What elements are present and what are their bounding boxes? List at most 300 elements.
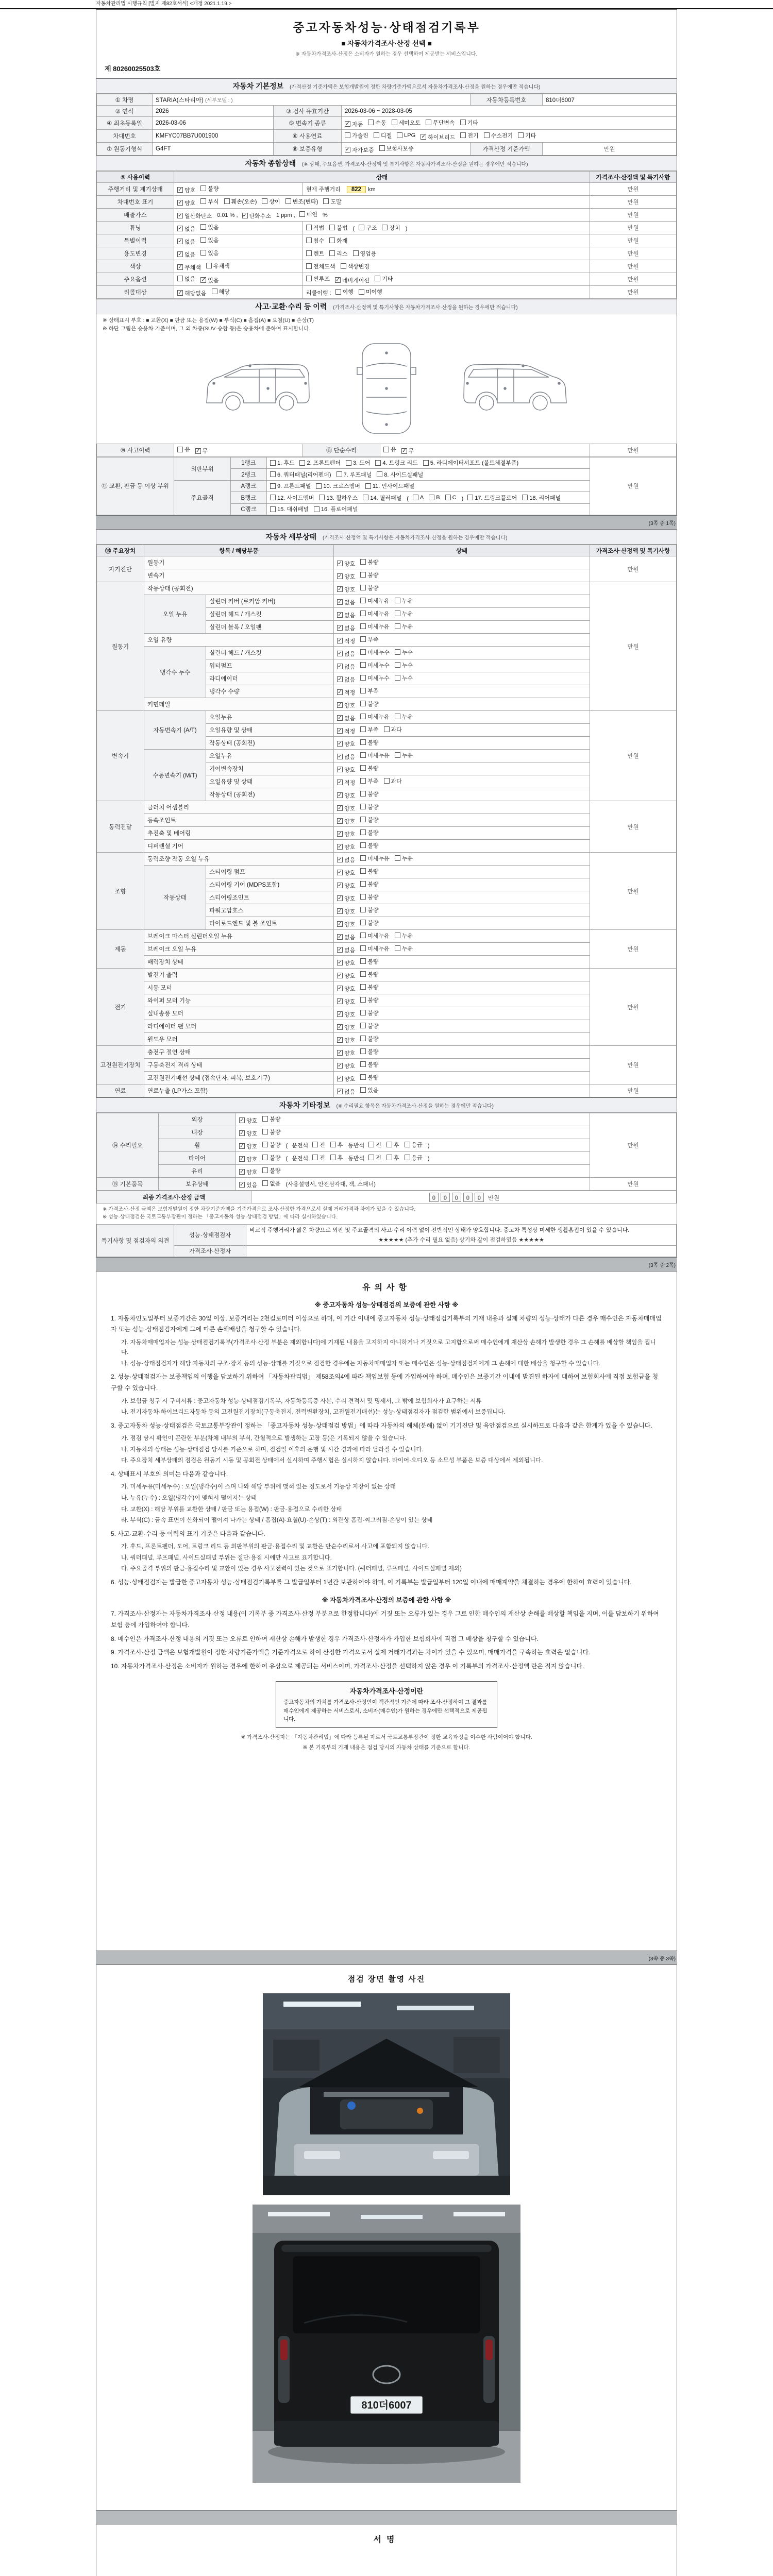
checkbox[interactable]: ✓ <box>421 134 426 140</box>
checkbox[interactable] <box>368 1142 374 1147</box>
checkbox-option <box>377 470 423 479</box>
checkbox[interactable] <box>360 920 366 925</box>
checkbox-label: 6. 쿼터패널(리어펜더) <box>277 471 331 478</box>
checkbox-label: 없음 <box>344 715 356 722</box>
checkbox[interactable] <box>375 276 380 281</box>
detail-row <box>97 969 677 981</box>
checkbox[interactable] <box>383 447 389 452</box>
checkbox[interactable] <box>429 495 434 500</box>
checkbox[interactable] <box>395 752 400 758</box>
checkbox[interactable] <box>360 868 366 874</box>
checkbox[interactable]: ✓ <box>338 986 342 991</box>
checkbox[interactable]: ✓ <box>338 883 342 888</box>
checkbox[interactable]: ✓ <box>338 818 342 824</box>
checkbox[interactable] <box>353 250 359 256</box>
checkbox[interactable]: ✓ <box>178 251 182 257</box>
reg-no-value: 810더6007 <box>543 94 677 106</box>
checkbox[interactable] <box>270 460 276 466</box>
checkbox[interactable]: ✓ <box>338 715 342 721</box>
checkbox-option <box>285 197 318 206</box>
checkbox[interactable]: ✓ <box>338 857 342 862</box>
checkbox-label: 없음 <box>344 754 356 760</box>
checkbox[interactable] <box>270 506 276 512</box>
checkbox-option <box>401 447 414 455</box>
checkbox[interactable] <box>360 933 366 938</box>
checkbox[interactable] <box>395 675 400 681</box>
checkbox[interactable] <box>330 1155 336 1160</box>
checkbox[interactable]: ✓ <box>401 448 407 454</box>
checkbox[interactable]: ✓ <box>338 805 342 811</box>
checkbox[interactable]: ✓ <box>240 1130 244 1136</box>
checkbox[interactable]: ✓ <box>345 147 350 152</box>
checkbox-label: 불량 <box>367 984 379 991</box>
checkbox[interactable] <box>379 145 385 151</box>
checkbox[interactable] <box>200 224 206 230</box>
checkbox[interactable] <box>360 726 366 732</box>
checkbox[interactable] <box>360 778 366 784</box>
checkbox[interactable] <box>374 132 379 138</box>
checkbox[interactable] <box>395 855 400 861</box>
checkbox[interactable] <box>360 598 366 603</box>
checkbox[interactable] <box>306 276 312 281</box>
checkbox[interactable]: ✓ <box>242 213 247 218</box>
checkbox[interactable] <box>329 238 335 243</box>
checkbox[interactable] <box>359 289 364 295</box>
checkbox[interactable] <box>177 447 183 452</box>
checkbox[interactable] <box>200 250 206 256</box>
accident-legend <box>96 314 677 334</box>
detail-row <box>97 827 677 840</box>
checkbox[interactable]: ✓ <box>338 651 342 656</box>
overall-item-label: 색상 <box>97 260 174 273</box>
checkbox[interactable]: ✓ <box>178 290 182 296</box>
checkbox[interactable] <box>306 263 312 269</box>
etc-item-label: 휠 <box>159 1139 236 1152</box>
checkbox[interactable]: ✓ <box>338 947 342 953</box>
checkbox[interactable] <box>397 132 402 138</box>
checkbox[interactable]: ✓ <box>338 689 342 695</box>
checkbox[interactable] <box>360 817 366 822</box>
checkbox[interactable] <box>312 1155 318 1160</box>
checkbox[interactable] <box>360 945 366 951</box>
checkbox[interactable] <box>262 1142 268 1147</box>
checkbox[interactable] <box>200 198 206 204</box>
checkbox[interactable] <box>306 238 312 243</box>
detail-col-item: 항목 / 해당부품 <box>144 545 334 556</box>
checkbox[interactable] <box>316 483 322 489</box>
checkbox[interactable]: ✓ <box>338 844 342 850</box>
checkbox[interactable] <box>384 726 390 732</box>
checkbox-option <box>330 1154 343 1162</box>
checkbox[interactable]: ✓ <box>338 625 342 631</box>
checkbox[interactable] <box>405 1155 410 1160</box>
checkbox[interactable]: ✓ <box>240 1169 244 1175</box>
checkbox[interactable]: ✓ <box>338 767 342 772</box>
checkbox[interactable]: ✓ <box>178 226 182 231</box>
price-digit: 0 <box>463 1193 473 1202</box>
checkbox[interactable]: ✓ <box>338 998 342 1004</box>
checkbox[interactable]: ✓ <box>345 121 350 127</box>
checkbox[interactable] <box>377 471 382 477</box>
checkbox-option <box>360 687 378 695</box>
checkbox[interactable] <box>177 276 183 281</box>
checkbox[interactable] <box>386 1142 392 1147</box>
checkbox[interactable]: ✓ <box>338 870 342 875</box>
checkbox[interactable] <box>200 185 206 191</box>
checkbox[interactable] <box>360 559 366 565</box>
checkbox[interactable] <box>360 855 366 861</box>
checkbox[interactable]: ✓ <box>338 754 342 759</box>
detail-status-cell <box>334 647 590 659</box>
checkbox[interactable] <box>368 1155 374 1160</box>
checkbox[interactable]: ✓ <box>338 586 342 592</box>
checkbox[interactable] <box>360 1048 366 1054</box>
overall-status-cell <box>174 273 303 286</box>
checkbox-label: 없음 <box>344 857 356 863</box>
checkbox[interactable] <box>262 198 267 204</box>
checkbox[interactable] <box>384 778 390 784</box>
checkbox[interactable]: ✓ <box>338 599 342 605</box>
checkbox[interactable]: ✓ <box>240 1143 244 1149</box>
checkbox[interactable] <box>206 263 212 268</box>
detail-item-label: 실린더 블록 / 오일팬 <box>206 621 334 634</box>
detail-row <box>97 1020 677 1033</box>
remarks-appraiser-comment <box>246 1245 677 1257</box>
checkbox-option <box>337 572 355 581</box>
checkbox[interactable]: ✓ <box>178 213 182 218</box>
checkbox-label: 불량 <box>367 585 379 591</box>
inline-text: 동반석 <box>348 1156 365 1162</box>
checkbox[interactable] <box>360 1023 366 1028</box>
checkbox[interactable] <box>360 636 366 642</box>
checkbox[interactable] <box>360 1036 366 1041</box>
detail-item-label: 스티어링조인트 <box>206 891 334 904</box>
checkbox-label: C <box>452 494 457 501</box>
checkbox[interactable] <box>360 765 366 771</box>
checkbox[interactable]: ✓ <box>338 741 342 747</box>
detail-item-label: 실린더 헤드 / 개스킷 <box>206 608 334 621</box>
checkbox[interactable] <box>285 198 291 204</box>
checkbox[interactable] <box>360 984 366 990</box>
detail-item-label: 타이로드엔드 및 볼 조인트 <box>206 917 334 930</box>
checkbox[interactable]: ✓ <box>338 908 342 914</box>
overall-col-item: ⑨ 사용이력 <box>97 172 174 183</box>
checkbox[interactable]: ✓ <box>335 277 340 283</box>
detail-item-label: 충전구 절연 상태 <box>144 1046 334 1059</box>
checkbox[interactable] <box>341 263 346 269</box>
overall-status-cell <box>174 234 303 247</box>
checkbox-option <box>337 830 355 838</box>
checkbox[interactable] <box>270 495 276 500</box>
checkbox-label: 부족 <box>367 688 379 694</box>
checkbox[interactable] <box>360 894 366 900</box>
detail-status-cell <box>334 724 590 737</box>
checkbox[interactable] <box>360 714 366 719</box>
checkbox-label: 없음 <box>344 625 356 632</box>
overall-item-label: 주요옵션 <box>97 273 174 286</box>
checkbox[interactable] <box>368 120 374 125</box>
checkbox-option <box>177 445 190 453</box>
checkbox[interactable]: ✓ <box>201 277 206 283</box>
checkbox-option <box>360 828 378 837</box>
checkbox[interactable] <box>323 198 329 204</box>
checkbox[interactable] <box>299 460 305 466</box>
checkbox-label: 불량 <box>367 739 379 746</box>
checkbox-label: 부족 <box>367 726 379 733</box>
checkbox[interactable] <box>262 1180 268 1186</box>
checkbox[interactable] <box>360 662 366 668</box>
checkbox[interactable] <box>392 120 397 125</box>
checkbox[interactable] <box>330 1142 336 1147</box>
table-row <box>97 94 677 106</box>
checkbox[interactable] <box>360 881 366 887</box>
checkbox[interactable] <box>360 791 366 796</box>
checkbox[interactable] <box>360 1074 366 1080</box>
checkbox-option <box>382 224 400 232</box>
checkbox[interactable]: ✓ <box>338 1037 342 1043</box>
detail-col-price: 가격조사·산정액 및 특기사항 <box>590 545 677 556</box>
checkbox[interactable] <box>314 506 320 512</box>
checkbox[interactable] <box>360 1061 366 1067</box>
checkbox[interactable] <box>360 1010 366 1015</box>
checkbox[interactable]: ✓ <box>338 638 342 643</box>
checkbox[interactable]: ✓ <box>240 1156 244 1162</box>
checkbox[interactable]: ✓ <box>338 612 342 618</box>
checkbox[interactable]: ✓ <box>338 1011 342 1017</box>
checkbox[interactable]: ✓ <box>338 1024 342 1030</box>
detail-item-label: 브레이크 마스터 실린더오일 누유 <box>144 930 334 943</box>
checkbox-label: 양호 <box>246 1169 258 1176</box>
table-row <box>97 143 677 156</box>
checkbox[interactable] <box>445 495 451 500</box>
checkbox-option <box>429 495 440 501</box>
checkbox[interactable]: ✓ <box>338 960 342 965</box>
checkbox[interactable] <box>395 945 400 951</box>
checkbox[interactable] <box>360 971 366 977</box>
checkbox[interactable]: ✓ <box>338 1050 342 1056</box>
checkbox[interactable] <box>329 250 335 256</box>
checkbox[interactable] <box>460 132 466 138</box>
checkbox[interactable]: ✓ <box>338 676 342 682</box>
checkbox[interactable] <box>262 1129 268 1134</box>
checkbox[interactable]: ✓ <box>338 792 342 798</box>
checkbox-option <box>337 1023 355 1031</box>
checkbox[interactable] <box>360 572 366 578</box>
checkbox[interactable] <box>375 460 381 466</box>
checkbox[interactable] <box>319 495 325 500</box>
checkbox-label: 양호 <box>344 883 356 889</box>
overall-status-cell <box>174 209 590 222</box>
checkbox-option <box>522 494 561 502</box>
checkbox[interactable] <box>405 1142 410 1147</box>
checkbox-label: 3. 도어 <box>352 460 371 466</box>
checkbox-option <box>270 482 311 490</box>
overall-detail-cell <box>303 247 590 260</box>
checkbox[interactable] <box>360 958 366 964</box>
checkbox[interactable] <box>395 623 400 629</box>
checkbox[interactable]: ✓ <box>338 664 342 669</box>
checkbox[interactable] <box>395 714 400 719</box>
checkbox[interactable] <box>299 211 305 217</box>
checkbox[interactable] <box>413 495 418 500</box>
checkbox[interactable] <box>365 483 371 489</box>
detail-row <box>97 866 677 878</box>
checkbox-option <box>337 766 355 774</box>
checkbox[interactable] <box>360 752 366 758</box>
detail-status-cell <box>334 917 590 930</box>
checkbox[interactable] <box>224 198 230 204</box>
checkbox[interactable] <box>360 701 366 706</box>
checkbox-option <box>360 944 390 953</box>
checkbox-option <box>337 1062 355 1070</box>
notice-paragraph: 8. 매수인은 가격조사·산정 내용의 거짓 또는 오류로 인하여 재산상 손해가 발생한 경우 가격조사·산정자가 가입한 보험회사에 직접 그 배상을 청구할 수 있습니다. <box>111 1635 539 1642</box>
checkbox-option <box>518 131 536 140</box>
checkbox-label: 양호 <box>344 831 356 838</box>
car-side-left-diagram <box>198 352 317 425</box>
checkbox[interactable]: ✓ <box>338 779 342 785</box>
checkbox[interactable] <box>346 460 351 466</box>
checkbox[interactable] <box>360 1087 366 1093</box>
checkbox[interactable] <box>395 933 400 938</box>
checkbox[interactable]: ✓ <box>240 1182 244 1188</box>
checkbox[interactable]: ✓ <box>178 239 182 244</box>
detail-group-label: 자기진단 <box>97 556 144 582</box>
checkbox[interactable]: ✓ <box>338 831 342 837</box>
checkbox[interactable] <box>395 649 400 655</box>
overall-row <box>97 273 677 286</box>
detail-price-cell: 만원 <box>590 853 677 930</box>
checkbox-option <box>200 249 219 257</box>
checkbox-label: 구조 <box>366 225 377 231</box>
checkbox-label: 불량 <box>367 958 379 965</box>
checkbox[interactable] <box>306 225 312 230</box>
etc-row <box>97 1165 677 1178</box>
checkbox[interactable]: ✓ <box>338 1063 342 1069</box>
checkbox[interactable] <box>382 225 388 230</box>
checkbox[interactable]: ✓ <box>338 1089 342 1094</box>
checkbox[interactable] <box>386 1155 392 1160</box>
etc-row <box>97 1152 677 1165</box>
detail-price-cell: 만원 <box>590 930 677 969</box>
checkbox-label: 부족 <box>367 636 379 643</box>
checkbox[interactable] <box>360 842 366 848</box>
checkbox[interactable] <box>395 598 400 603</box>
checkbox[interactable] <box>212 289 217 294</box>
detail-price-cell: 만원 <box>590 1084 677 1097</box>
checkbox[interactable] <box>335 289 341 295</box>
checkbox-option <box>262 197 280 206</box>
etc-row <box>97 1126 677 1139</box>
checkbox-label: 불법 <box>337 225 348 231</box>
checkbox-label: 있음 <box>208 237 219 244</box>
checkbox[interactable] <box>360 623 366 629</box>
checkbox[interactable] <box>395 611 400 616</box>
checkbox[interactable] <box>345 132 350 138</box>
etc-price-cell: 만원 <box>590 1178 677 1191</box>
checkbox[interactable]: ✓ <box>178 187 182 193</box>
checkbox[interactable]: ✓ <box>178 264 182 270</box>
checkbox-label: 없음 <box>344 599 356 606</box>
checkbox[interactable] <box>262 1167 268 1173</box>
checkbox[interactable] <box>518 132 524 138</box>
checkbox-option <box>239 1168 257 1176</box>
detail-status-cell <box>334 1084 590 1097</box>
detail-row <box>97 930 677 943</box>
checkbox[interactable] <box>270 483 276 489</box>
checkbox[interactable] <box>312 1142 318 1147</box>
checkbox[interactable]: ✓ <box>338 973 342 978</box>
detail-status-cell <box>334 943 590 956</box>
checkbox-option <box>383 445 396 453</box>
detail-status-cell <box>334 672 590 685</box>
section-detail-title: 자동차 세부상태 <box>265 533 317 541</box>
notice-footer-2: ※ 본 기록부의 기재 내용은 점검 당시의 자동차 상태를 기준으로 합니다. <box>303 1744 470 1751</box>
detail-row <box>97 853 677 866</box>
checkbox[interactable]: ✓ <box>338 728 342 734</box>
checkbox[interactable]: ✓ <box>338 1076 342 1081</box>
checkbox[interactable] <box>200 237 206 243</box>
checkbox[interactable] <box>262 1155 268 1160</box>
checkbox[interactable]: ✓ <box>195 448 200 454</box>
checkbox[interactable] <box>360 675 366 681</box>
checkbox[interactable] <box>360 585 366 590</box>
checkbox[interactable]: ✓ <box>338 921 342 927</box>
detail-status-cell <box>334 621 590 634</box>
detail-group-label: 제동 <box>97 930 144 969</box>
checkbox[interactable] <box>306 250 312 256</box>
detail-status-cell <box>334 698 590 711</box>
checkbox-label: 7. 루프패널 <box>343 471 372 478</box>
checkbox[interactable] <box>360 739 366 745</box>
checkbox[interactable] <box>359 225 364 230</box>
checkbox[interactable] <box>423 460 429 466</box>
checkbox-label: 응급 <box>411 1155 423 1161</box>
checkbox[interactable] <box>262 1116 268 1122</box>
checkbox[interactable] <box>270 471 276 477</box>
checkbox[interactable] <box>460 120 466 125</box>
checkbox[interactable] <box>360 611 366 616</box>
final-price-unit: 만원 <box>488 1195 500 1201</box>
checkbox[interactable] <box>329 225 335 230</box>
checkbox[interactable] <box>395 662 400 668</box>
checkbox[interactable] <box>426 120 431 125</box>
checkbox[interactable] <box>360 688 366 693</box>
checkbox[interactable]: ✓ <box>338 561 342 566</box>
checkbox-label: 미세누수 <box>367 662 390 669</box>
checkbox-option <box>335 276 369 284</box>
table-row <box>97 117 677 130</box>
checkbox[interactable] <box>522 495 528 500</box>
checkbox[interactable]: ✓ <box>338 895 342 901</box>
checkbox[interactable] <box>467 495 473 500</box>
checkbox[interactable] <box>360 997 366 1003</box>
checkbox[interactable] <box>337 471 342 477</box>
checkbox[interactable] <box>363 495 368 500</box>
checkbox-label: 양호 <box>344 998 356 1005</box>
checkbox-label: 탄화수소 <box>249 213 272 219</box>
checkbox[interactable] <box>360 649 366 655</box>
checkbox[interactable]: ✓ <box>338 702 342 708</box>
checkbox[interactable]: ✓ <box>338 573 342 579</box>
checkbox[interactable]: ✓ <box>178 200 182 206</box>
checkbox[interactable]: ✓ <box>338 934 342 940</box>
etc-group-label: ⑮ 기본품목 <box>97 1178 159 1191</box>
checkbox[interactable] <box>484 132 490 138</box>
checkbox[interactable] <box>360 907 366 912</box>
checkbox[interactable]: ✓ <box>240 1117 244 1123</box>
checkbox[interactable] <box>360 829 366 835</box>
checkbox[interactable] <box>360 804 366 809</box>
